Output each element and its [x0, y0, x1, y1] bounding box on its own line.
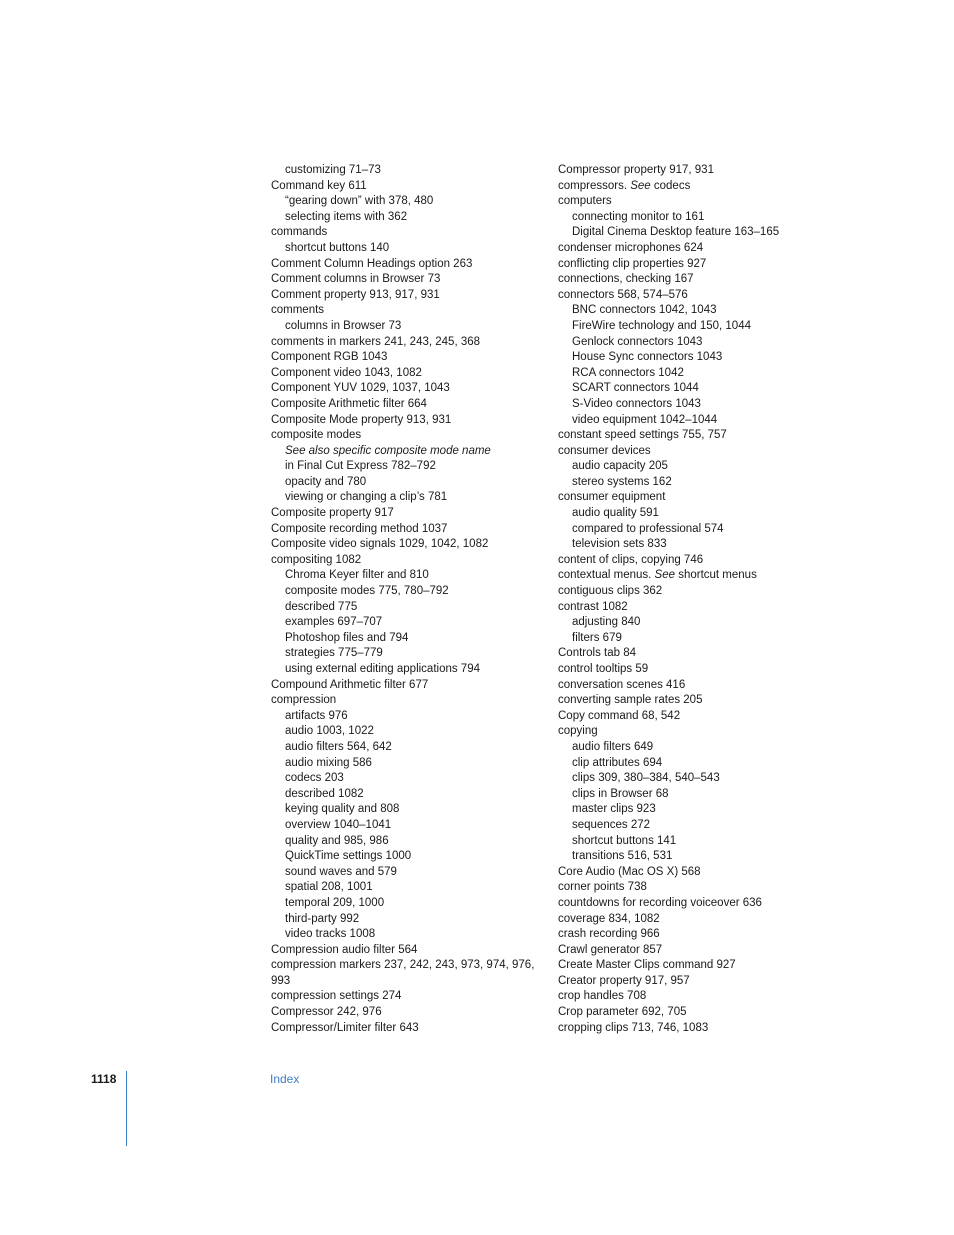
index-subentry: audio capacity 205	[572, 460, 668, 473]
index-entry: contextual menus. See shortcut menus	[558, 569, 757, 582]
index-entry: Creator property 917, 957	[558, 974, 690, 987]
index-subentry: spatial 208, 1001	[285, 881, 373, 894]
index-subentry: See also specific composite mode name	[285, 444, 491, 457]
index-subentry: strategies 775–779	[285, 647, 383, 660]
index-subentry: audio filters 564, 642	[285, 740, 392, 753]
index-subentry: artifacts 976	[285, 709, 348, 722]
index-entry: connectors 568, 574–576	[558, 288, 688, 301]
index-subentry: master clips 923	[572, 803, 656, 816]
index-entry: coverage 834, 1082	[558, 912, 660, 925]
index-subentry: in Final Cut Express 782–792	[285, 460, 436, 473]
index-entry: Crawl generator 857	[558, 943, 663, 956]
index-entry: contrast 1082	[558, 600, 628, 613]
index-subentry: using external editing applications 794	[285, 663, 480, 675]
index-entry: Comment property 913, 917, 931	[271, 288, 440, 301]
index-entry: conflicting clip properties 927	[558, 257, 707, 270]
index-entry: cropping clips 713, 746, 1083	[558, 1021, 709, 1034]
index-entry: computers	[558, 195, 612, 208]
index-subentry: transitions 516, 531	[572, 850, 673, 863]
index-subentry: opacity and 780	[285, 475, 367, 488]
index-subentry: customizing 71–73	[285, 164, 381, 176]
index-entry: consumer equipment	[558, 491, 666, 504]
index-subentry: keying quality and 808	[285, 803, 400, 816]
index-entry: connections, checking 167	[558, 273, 694, 286]
index-entry: Compressor 242, 976	[271, 1006, 382, 1019]
index-subentry: Chroma Keyer filter and 810	[285, 569, 429, 582]
index-column-right	[558, 163, 798, 1036]
index-subentry: television sets 833	[572, 538, 667, 551]
index-subentry: clip attributes 694	[572, 756, 663, 769]
index-entry: Composite recording method 1037	[271, 522, 448, 535]
index-subentry: columns in Browser 73	[285, 319, 402, 332]
index-subentry: connecting monitor to 161	[572, 210, 705, 223]
index-entry: constant speed settings 755, 757	[558, 429, 727, 442]
index-subentry: sound waves and 579	[285, 865, 397, 878]
index-entry: comments in markers 241, 243, 245, 368	[271, 335, 481, 348]
index-subentry: S-Video connectors 1043	[572, 397, 701, 410]
index-subentry: sequences 272	[572, 818, 651, 831]
index-entry: Composite video signals 1029, 1042, 1082	[271, 538, 489, 551]
index-subentry: overview 1040–1041	[285, 818, 392, 831]
index-subentry: RCA connectors 1042	[572, 366, 684, 379]
index-subentry: audio quality 591	[572, 507, 659, 520]
index-entry: Compressor/Limiter filter 643	[271, 1021, 419, 1034]
index-subentry: clips 309, 380–384, 540–543	[572, 772, 720, 785]
index-entry: Comment Column Headings option 263	[271, 257, 473, 270]
index-entry: condenser microphones 624	[558, 241, 704, 254]
index-entry: corner points 738	[558, 881, 647, 894]
index-entry: crop handles 708	[558, 990, 647, 1003]
index-subentry: selecting items with 362	[285, 210, 408, 223]
index-entry: converting sample rates 205	[558, 694, 703, 707]
index-entry: commands	[271, 226, 328, 239]
index-subentry: Digital Cinema Desktop feature 163–165	[572, 226, 780, 239]
index-entry: copying	[558, 725, 598, 738]
index-subentry: clips in Browser 68	[572, 787, 669, 800]
index-subentry: stereo systems 162	[572, 475, 672, 488]
index-subentry: described 775	[285, 600, 358, 613]
index-entry: compositing 1082	[271, 553, 362, 566]
index-subentry: compared to professional 574	[572, 522, 724, 535]
index-entry: Copy command 68, 542	[558, 709, 681, 722]
index-entry: Crop parameter 692, 705	[558, 1006, 687, 1019]
index-entry: crash recording 966	[558, 928, 660, 941]
footer-section-title: Index	[270, 1072, 300, 1086]
index-subentry: adjusting 840	[572, 616, 641, 629]
index-entry: Composite Arithmetic filter 664	[271, 397, 427, 410]
index-subentry: examples 697–707	[285, 616, 383, 629]
index-subentry: filters 679	[572, 631, 622, 644]
index-entry: contiguous clips 362	[558, 585, 663, 598]
index-column-left	[271, 163, 536, 1036]
index-subentry: QuickTime settings 1000	[285, 850, 412, 863]
index-subentry: House Sync connectors 1043	[572, 351, 723, 364]
index-subentry: FireWire technology and 150, 1044	[572, 319, 751, 332]
index-subentry: video equipment 1042–1044	[572, 413, 718, 426]
page-number: 1118	[91, 1072, 117, 1086]
index-entry: Component RGB 1043	[271, 351, 388, 364]
index-subentry: BNC connectors 1042, 1043	[572, 304, 717, 317]
index-entry: content of clips, copying 746	[558, 553, 704, 566]
index-entry: consumer devices	[558, 444, 651, 457]
index-entry: Composite Mode property 913, 931	[271, 413, 452, 426]
index-subentry: Photoshop files and 794	[285, 631, 409, 644]
index-entry: conversation scenes 416	[558, 678, 686, 691]
index-entry: composite modes	[271, 429, 362, 442]
index-subentry: Genlock connectors 1043	[572, 335, 703, 348]
index-entry: Compressor property 917, 931	[558, 164, 714, 176]
index-subentry: SCART connectors 1044	[572, 382, 699, 395]
index-subentry: audio 1003, 1022	[285, 725, 374, 738]
index-entry: control tooltips 59	[558, 663, 649, 675]
index-subentry: viewing or changing a clip’s 781	[285, 491, 448, 504]
index-subentry: temporal 209, 1000	[285, 896, 385, 909]
index-subentry: video tracks 1008	[285, 928, 376, 941]
index-entry: countdowns for recording voiceover 636	[558, 896, 762, 909]
index-subentry: audio filters 649	[572, 740, 654, 753]
index-subentry: audio mixing 586	[285, 756, 372, 769]
index-entry: Compression audio filter 564	[271, 943, 418, 956]
footer-divider	[126, 1071, 127, 1146]
index-entry: comments	[271, 304, 325, 317]
index-entry: Core Audio (Mac OS X) 568	[558, 865, 701, 878]
index-entry: compression	[271, 694, 337, 707]
index-entry: Composite property 917	[271, 507, 394, 520]
index-entry: Component YUV 1029, 1037, 1043	[271, 382, 450, 395]
index-subentry: “gearing down” with 378, 480	[285, 195, 434, 208]
index-subentry: codecs 203	[285, 772, 344, 785]
index-subentry: quality and 985, 986	[285, 834, 389, 847]
index-entry: compression settings 274	[271, 990, 402, 1003]
index-subentry: shortcut buttons 140	[285, 241, 390, 254]
index-subentry: third-party 992	[285, 912, 360, 925]
index-subentry: shortcut buttons 141	[572, 834, 677, 847]
index-entry: Command key 611	[271, 179, 367, 192]
index-entry: Comment columns in Browser 73	[271, 273, 441, 286]
index-entry: compressors. See codecs	[558, 179, 691, 192]
index-subentry: composite modes 775, 780–792	[285, 585, 449, 598]
index-entry: Create Master Clips command 927	[558, 959, 736, 972]
index-entry: compression markers 237, 242, 243, 973, 974, 976, 993	[271, 959, 535, 987]
index-entry: Compound Arithmetic filter 677	[271, 678, 429, 691]
index-subentry: described 1082	[285, 787, 364, 800]
index-entry: Controls tab 84	[558, 647, 636, 660]
index-entry: Component video 1043, 1082	[271, 366, 422, 379]
